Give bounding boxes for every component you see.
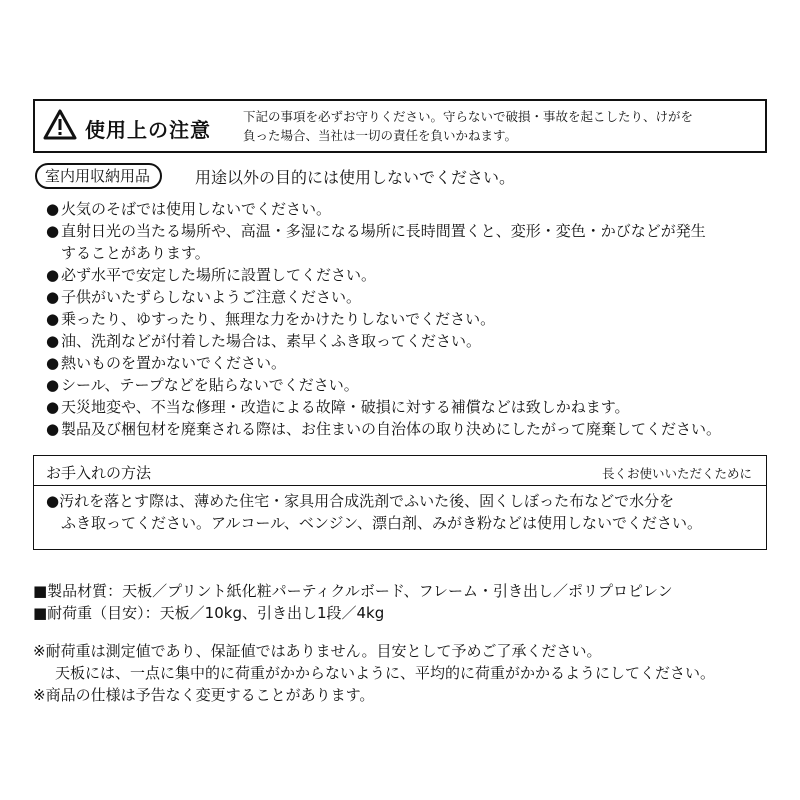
caution-box	[33, 99, 767, 153]
care-body	[46, 490, 702, 534]
bullet-dot: ●	[46, 288, 60, 306]
bullet-text: することがあります。	[61, 244, 210, 262]
bullet-dot: ●	[46, 420, 60, 438]
caution-line: 下記の事項を必ずお守りください。守らないで破損・事故を起こしたり、けがを	[243, 109, 694, 124]
bullet-text: 必ず水平で安定した場所に設置してください。	[61, 266, 377, 284]
spec-material: ■製品材質：天板／プリント紙化粧パーティクルボード、フレーム・引き出し／ポリプロピレン	[33, 582, 673, 600]
bullet-dot: ●	[46, 310, 60, 328]
bullet-text: 天災地変や、不当な修理・改造による故障・破損に対する補償などは致しかねます。	[61, 398, 630, 416]
bullet-text: 油、洗剤などが付着した場合は、素早くふき取ってください。	[61, 332, 482, 350]
bullet-dot: ●	[46, 332, 60, 350]
care-line: ふき取ってください。アルコール、ベンジン、漂白剤、みがき粉などは使用しないでください。	[61, 514, 702, 532]
note-load: ※耐荷重は測定値であり、保証値ではありません。目安として予めご了承ください。	[33, 642, 602, 660]
bullet-text: 乗ったり、ゆすったり、無理な力をかけたりしないでください。	[61, 310, 496, 328]
caution-bullet-item	[46, 308, 721, 330]
bullet-text: 子供がいたずらしないようご注意ください。	[61, 288, 362, 306]
bullet-text: 製品及び梱包材を廃棄される際は、お住まいの自治体の取り決めにしたがって廃棄してください。	[61, 420, 722, 438]
bullet-dot: ●	[46, 222, 60, 240]
caution-bullet-item	[46, 374, 721, 396]
bullet-text: シール、テープなどを貼らないでください。	[61, 376, 359, 394]
bullet-dot: ●	[46, 398, 60, 416]
caution-bullet-item	[46, 418, 721, 440]
spec-load-capacity: ■耐荷重（目安）：天板／10kg、引き出し1段／4kg	[33, 604, 385, 622]
note-load-detail: 天板には、一点に集中的に荷重がかからないように、平均的に荷重がかかるようにしてください。	[55, 664, 716, 682]
spec-list	[33, 580, 673, 624]
care-header	[34, 456, 766, 486]
caution-bullet-item	[46, 286, 721, 308]
bullet-dot: ●	[46, 266, 60, 284]
bullet-text: 熱いものを置かないでください。	[61, 354, 287, 372]
bullet-dot: ●	[46, 200, 60, 218]
notes-list	[33, 640, 715, 706]
bullet-dot: ●	[46, 354, 60, 372]
bullet-dot: ●	[46, 376, 60, 394]
bullet-text: 火気のそばでは使用しないでください。	[61, 200, 332, 218]
care-title: お手入れの方法	[46, 464, 152, 482]
caution-bullet-item	[46, 352, 721, 374]
caution-bullet-item	[46, 264, 721, 286]
caution-bullet-item	[46, 396, 721, 418]
caution-bullet-item	[46, 198, 721, 220]
indoor-label-badge: 室内用収納用品	[35, 163, 162, 189]
care-line: ●汚れを落とす際は、薄めた住宅・家具用合成洗剤でふいた後、固くしぼった布などで水分を	[46, 492, 675, 510]
caution-bullet-item	[46, 220, 721, 264]
caution-text	[243, 107, 693, 145]
caution-title: 使用上の注意	[85, 118, 211, 142]
caution-bullet-item	[46, 330, 721, 352]
note-spec-change: ※商品の仕様は予告なく変更することがあります。	[33, 686, 375, 704]
warning-triangle-icon	[43, 109, 77, 141]
caution-line: 負った場合、当社は一切の責任を負いかねます。	[243, 128, 518, 143]
bullet-text: 直射日光の当たる場所や、高温・多湿になる場所に長時間置くと、変形・変色・かびなどが発生	[61, 222, 706, 240]
caution-bullet-list	[46, 198, 721, 440]
care-box	[33, 455, 767, 550]
care-subtitle: 長くお使いいただくために	[601, 466, 752, 481]
indoor-usage-note: 用途以外の目的には使用しないでください。	[195, 168, 516, 187]
